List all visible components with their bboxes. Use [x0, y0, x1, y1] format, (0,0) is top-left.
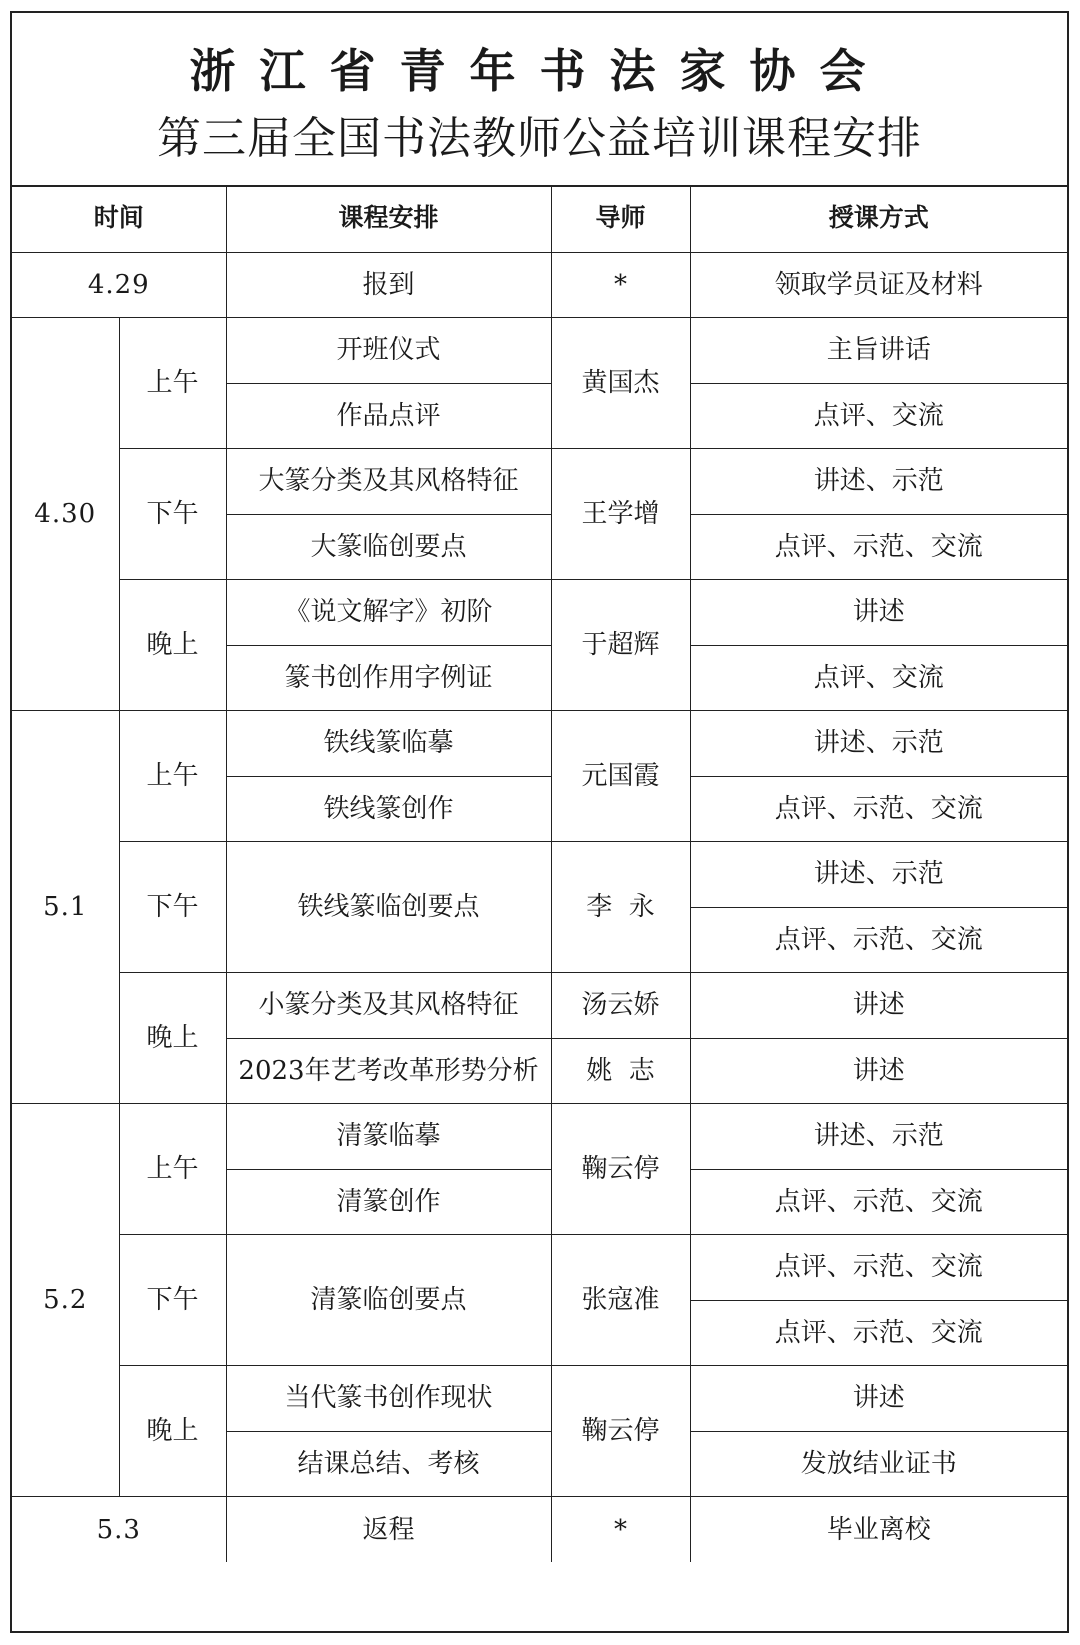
method-cell: 点评、示范、交流 — [690, 1235, 1067, 1301]
course-cell: 《说文解字》初阶 — [226, 580, 551, 646]
method-cell: 毕业离校 — [690, 1497, 1067, 1563]
course-cell: 大篆临创要点 — [226, 514, 551, 580]
course-cell: 开班仪式 — [226, 318, 551, 384]
method-cell: 讲述、示范 — [690, 842, 1067, 908]
date-cell: 4.29 — [12, 252, 226, 318]
period-cell: 晚上 — [119, 580, 226, 711]
course-cell: 报到 — [226, 252, 551, 318]
table-row — [12, 1104, 1067, 1170]
table-row — [12, 842, 1067, 908]
teacher-cell: 黄国杰 — [551, 318, 690, 449]
course-cell: 小篆分类及其风格特征 — [226, 973, 551, 1039]
organization-title: 浙江省青年书法家协会 — [189, 44, 890, 98]
course-cell: 当代篆书创作现状 — [226, 1366, 551, 1432]
teacher-cell: 于超辉 — [551, 580, 690, 711]
method-cell: 讲述 — [690, 973, 1067, 1039]
period-cell: 下午 — [119, 1235, 226, 1366]
course-cell: 结课总结、考核 — [226, 1431, 551, 1497]
period-cell: 下午 — [119, 449, 226, 580]
method-cell: 点评、交流 — [690, 645, 1067, 711]
method-cell: 讲述、示范 — [690, 711, 1067, 777]
title-block — [12, 13, 1067, 187]
table-row — [12, 580, 1067, 646]
course-cell: 篆书创作用字例证 — [226, 645, 551, 711]
teacher-cell: 张寇准 — [551, 1235, 690, 1366]
header-time: 时间 — [12, 185, 226, 252]
course-cell: 2023年艺考改革形势分析 — [226, 1038, 551, 1104]
period-cell: 晚上 — [119, 973, 226, 1104]
teacher-cell: 李 永 — [551, 842, 690, 973]
header-row — [12, 185, 1067, 252]
table-row — [12, 449, 1067, 515]
course-cell: 清篆临摹 — [226, 1104, 551, 1170]
table-row — [12, 1235, 1067, 1301]
header-method: 授课方式 — [690, 185, 1067, 252]
teacher-cell: * — [551, 252, 690, 318]
schedule-table — [12, 185, 1067, 1562]
course-cell: 铁线篆临摹 — [226, 711, 551, 777]
method-cell: 发放结业证书 — [690, 1431, 1067, 1497]
teacher-cell: 姚 志 — [551, 1038, 690, 1104]
method-cell: 领取学员证及材料 — [690, 252, 1067, 318]
teacher-cell: * — [551, 1497, 690, 1563]
course-cell: 铁线篆创作 — [226, 776, 551, 842]
period-cell: 上午 — [119, 1104, 226, 1235]
table-row — [12, 1497, 1067, 1563]
method-cell: 点评、示范、交流 — [690, 776, 1067, 842]
course-cell: 清篆创作 — [226, 1169, 551, 1235]
schedule-title: 第三届全国书法教师公益培训课程安排 — [157, 113, 922, 164]
method-cell: 点评、交流 — [690, 383, 1067, 449]
method-cell: 点评、示范、交流 — [690, 907, 1067, 973]
schedule-sheet — [10, 11, 1069, 1633]
method-cell: 讲述、示范 — [690, 1104, 1067, 1170]
course-cell: 大篆分类及其风格特征 — [226, 449, 551, 515]
date-cell: 5.2 — [12, 1104, 119, 1497]
course-cell: 清篆临创要点 — [226, 1235, 551, 1366]
course-cell: 铁线篆临创要点 — [226, 842, 551, 973]
period-cell: 上午 — [119, 318, 226, 449]
course-cell: 作品点评 — [226, 383, 551, 449]
table-row — [12, 973, 1067, 1039]
method-cell: 点评、示范、交流 — [690, 1169, 1067, 1235]
table-row — [12, 318, 1067, 384]
period-cell: 下午 — [119, 842, 226, 973]
method-cell: 讲述 — [690, 1038, 1067, 1104]
table-row — [12, 252, 1067, 318]
date-cell: 4.30 — [12, 318, 119, 711]
table-row — [12, 711, 1067, 777]
teacher-cell: 王学增 — [551, 449, 690, 580]
period-cell: 晚上 — [119, 1366, 226, 1497]
teacher-cell: 汤云娇 — [551, 973, 690, 1039]
header-teacher: 导师 — [551, 185, 690, 252]
method-cell: 讲述 — [690, 1366, 1067, 1432]
teacher-cell: 元国霞 — [551, 711, 690, 842]
method-cell: 讲述 — [690, 580, 1067, 646]
teacher-cell: 鞠云停 — [551, 1104, 690, 1235]
method-cell: 点评、示范、交流 — [690, 514, 1067, 580]
teacher-cell: 鞠云停 — [551, 1366, 690, 1497]
date-cell: 5.3 — [12, 1497, 226, 1563]
header-course: 课程安排 — [226, 185, 551, 252]
method-cell: 主旨讲话 — [690, 318, 1067, 384]
course-cell: 返程 — [226, 1497, 551, 1563]
period-cell: 上午 — [119, 711, 226, 842]
table-row — [12, 1366, 1067, 1432]
method-cell: 讲述、示范 — [690, 449, 1067, 515]
date-cell: 5.1 — [12, 711, 119, 1104]
method-cell: 点评、示范、交流 — [690, 1300, 1067, 1366]
